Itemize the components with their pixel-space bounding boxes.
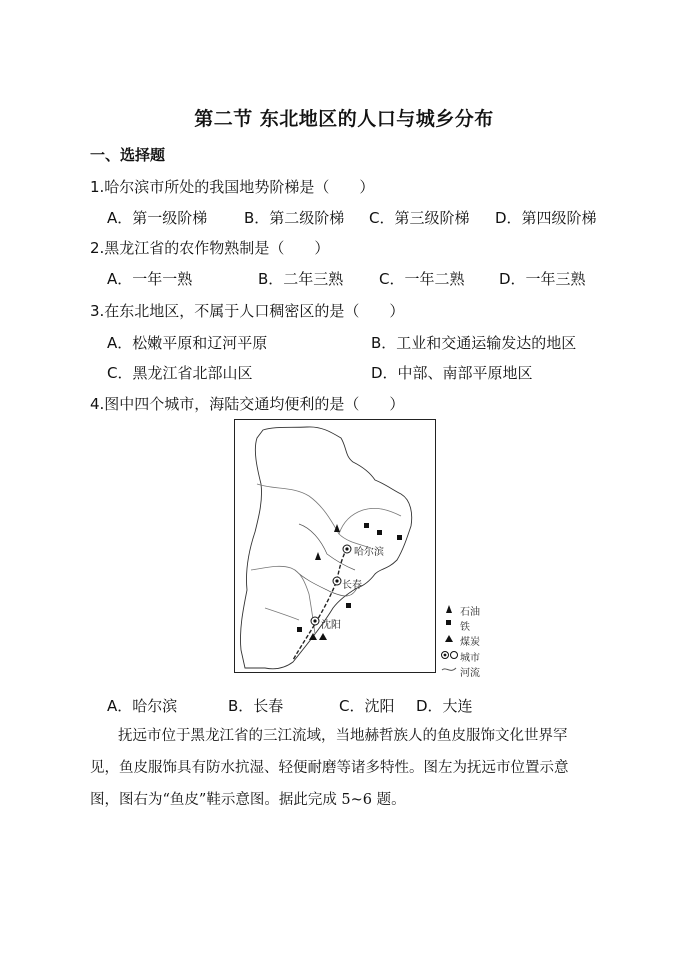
question-3-option-c: C．黑龙江省北部山区 <box>107 364 253 382</box>
question-1-stem: 1.哈尔滨市所处的我国地势阶梯是（ ） <box>90 178 375 196</box>
northeast-map-drawing <box>235 420 435 672</box>
passage-line-2: 见，鱼皮服饰具有防水抗湿、轻便耐磨等诸多特性。图左为抚远市位置示意 <box>90 760 569 776</box>
question-2-stem: 2.黑龙江省的农作物熟制是（ ） <box>90 239 330 257</box>
map-legend-symbols <box>440 600 460 680</box>
question-2-option-c: C．一年二熟 <box>379 270 465 288</box>
question-4-option-c: C．沈阳 <box>339 697 395 715</box>
question-4-option-d: D．大连 <box>416 697 473 715</box>
question-4-option-b: B．长春 <box>228 697 284 715</box>
page-title: 第二节 东北地区的人口与城乡分布 <box>194 108 494 130</box>
legend-label-city: 城市 <box>460 653 480 664</box>
question-3-option-d: D．中部、南部平原地区 <box>371 364 533 382</box>
legend-label-coal: 煤炭 <box>460 637 480 648</box>
question-1-option-b: B．第二级阶梯 <box>244 209 345 227</box>
legend-oil-icon <box>446 605 452 613</box>
question-2-option-d: D．一年三熟 <box>499 270 586 288</box>
legend-label-river: 河流 <box>460 668 480 679</box>
question-1-option-a: A．第一级阶梯 <box>107 209 208 227</box>
city-label-shenyang: 沈阳 <box>321 620 341 631</box>
legend-label-oil: 石油 <box>460 607 480 618</box>
question-1-option-c: C．第三级阶梯 <box>369 209 470 227</box>
passage-line-3: 图，图右为“鱼皮”鞋示意图。据此完成 5~6 题。 <box>90 792 406 808</box>
legend-river-icon <box>442 668 456 670</box>
passage-line-1: 抚远市位于黑龙江省的三江流域，当地赫哲族人的鱼皮服饰文化世界罕 <box>118 728 568 744</box>
question-1-option-d: D．第四级阶梯 <box>495 209 597 227</box>
question-2-option-b: B．二年三熟 <box>258 270 344 288</box>
question-4-option-a: A．哈尔滨 <box>107 697 178 715</box>
question-3-option-a: A．松嫩平原和辽河平原 <box>107 334 268 352</box>
legend-label-iron: 铁 <box>460 622 470 633</box>
legend-coal-icon <box>445 635 453 642</box>
question-3-option-b: B．工业和交通运输发达的地区 <box>371 334 577 352</box>
section-heading: 一、选择题 <box>90 146 166 164</box>
city-label-changchun: 长春 <box>342 580 362 591</box>
legend-iron-icon <box>446 620 451 625</box>
question-4-stem: 4.图中四个城市，海陆交通均便利的是（ ） <box>90 395 405 413</box>
northeast-map-figure <box>234 419 436 673</box>
question-3-stem: 3.在东北地区，不属于人口稠密区的是（ ） <box>90 302 405 320</box>
city-label-harbin: 哈尔滨 <box>354 547 384 558</box>
question-2-option-a: A．一年一熟 <box>107 270 193 288</box>
